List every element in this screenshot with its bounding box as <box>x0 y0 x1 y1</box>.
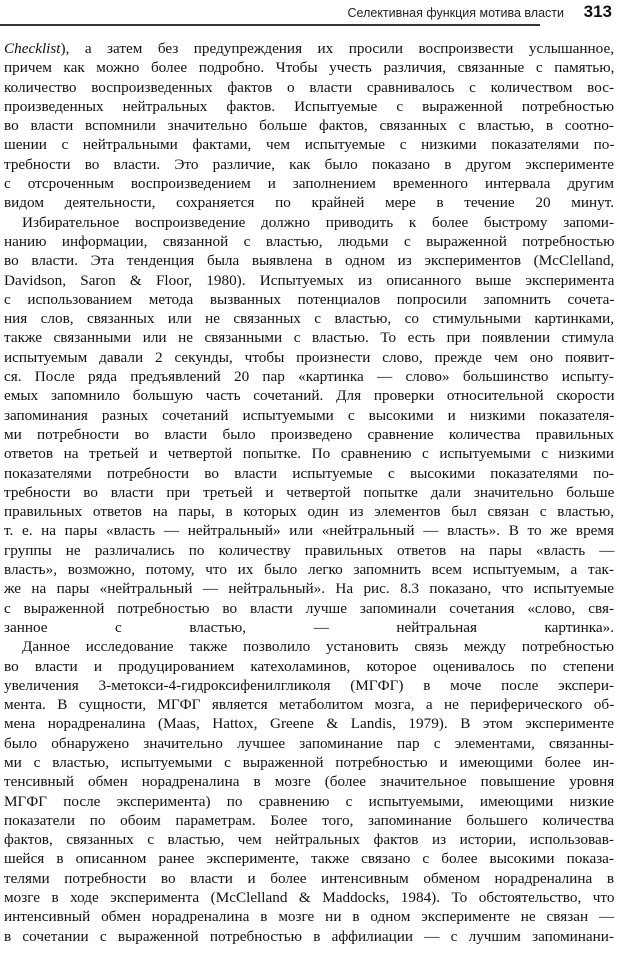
text-line: тенсивный обмен норадреналина в мозге (более значительное повышение уровня <box>4 773 615 791</box>
text-line: показателями потребности во власти испытуемые с высокими показателями по- <box>4 464 614 482</box>
paragraph <box>4 637 614 946</box>
text-line: ми с властью, испытуемыми с выраженной потребностью и имеющими более ин- <box>4 753 615 771</box>
text-line: власть», возможно, потому, что их было легко запомнить всем испытуемым, а так- <box>4 561 614 579</box>
text-line: емых запомнило большую часть сочетаний. Для проверки относительной скорости <box>4 387 615 405</box>
text-line: фактов, связанных с властью, чем нейтральных фактов из истории, использовав- <box>4 831 614 849</box>
text-line: показатели по обоим параметрам. Более того, запоминание большего количества <box>4 811 615 829</box>
running-title: Селективная функция мотива власти <box>347 6 564 20</box>
text-line: занное с властью, — нейтральная картинка». <box>4 618 614 636</box>
text-line: также связанными или не связанными с властью. То есть при появлении стимула <box>4 329 614 347</box>
text-line: шении с нейтральными фактами, чем испытуемые с низкими показателями по- <box>4 136 615 154</box>
text-line: группы не различались по количеству правильных ответов на пары «власть — <box>4 541 615 559</box>
text-line: Данное исследование также позволило установить связь между потребностью <box>22 638 614 656</box>
text-line: ся. После ряда предъявлений 20 пар «картинка — слово» большинство испыту- <box>4 368 614 386</box>
text-line: испытуемым давали 2 секунды, чтобы произнести слово, прежде чем оно появит- <box>4 348 615 366</box>
text-line: запоминания разных сочетаний испытуемыми с высокими и низкими показателя- <box>4 406 615 424</box>
text-line: Checklist), а затем без предупреждения их просили воспроизвести услышанное, <box>4 40 614 57</box>
text-line: произведенных нейтральных фактов. Испытуемые с выраженной потребностью <box>4 97 614 115</box>
text-line: мозге в ходе эксперимента (McClelland & Maddocks, 1984). То обстоятельство, что <box>4 889 615 907</box>
text-line: с отсроченным воспроизведением и заполнением временного интервала другим <box>4 175 614 193</box>
text-line: нанию информации, связанной с властью, людьми с выраженной потребностью <box>4 232 615 250</box>
text-line: количество воспроизведенных фактов о власти сравнивалось с количеством вос- <box>4 78 614 96</box>
text-line: мена норадреналина (Maas, Hattox, Greene & Landis, 1979). В этом эксперименте <box>4 715 614 733</box>
text-line: Davidson, Saron & Floor, 1980). Испытуемых из описанного выше эксперимента <box>4 271 615 289</box>
text-line: видом деятельности, сохраняется по крайней мере в течение 20 минут. <box>4 194 614 212</box>
text-line: требности во власти. Это различие, как было показано в другом эксперименте <box>4 155 614 173</box>
text-line: во власти вспомнили значительно больше фактов, связанных с властью, в соотно- <box>4 117 614 135</box>
text-line: ответов на третьей и четвертой попытке. По сравнению с испытуемыми с низкими <box>4 445 614 463</box>
text-line: МГФГ после эксперимента) по сравнению с испытуемыми, имеющими низкие <box>4 792 614 810</box>
text-line: требности во власти при третьей и четвертой попытке дали значительно больше <box>4 483 615 501</box>
text-line: шейся в описанном ранее эксперименте, также связано с более высокими показа- <box>4 850 614 868</box>
text-line: увеличения 3-метокси-4-гидроксифенилгликоля (МГФГ) в моче после экспери- <box>4 676 615 694</box>
text-line: т. е. на пары «власть — нейтральный» или «нейтральный — власть». В то же время <box>4 522 614 540</box>
text-line: ми потребности во власти было произведено сравнение количества правильных <box>4 425 614 443</box>
running-header <box>0 0 620 26</box>
body-text <box>4 39 614 946</box>
text-line: с выраженной потребностью во власти лучше запоминали сочетания «слово, свя- <box>4 599 614 617</box>
paragraph <box>4 39 614 213</box>
text-line: же на пары «нейтральный — нейтральный». На рис. 8.3 показано, что испытуемые <box>4 580 614 598</box>
text-line: с использованием метода вызванных потенциалов попросили запомнить сочета- <box>4 290 615 308</box>
text-line: было обнаружено значительно лучшее запоминание пар с элементами, связанны- <box>4 734 614 752</box>
text-line: правильных ответов на пары, в которых один из элементов был связан с властью, <box>4 503 614 521</box>
text-line: в сочетании с выраженной потребностью в аффилиации — с лучшим запоминани- <box>4 927 614 945</box>
text-line: во власти. Эта тенденция была выявлена в одном из экспериментов (McClelland, <box>4 252 615 270</box>
page-number: 313 <box>583 2 612 21</box>
text-line: Избирательное воспроизведение должно приводить к более быстрому запоми- <box>22 213 614 231</box>
text-line: причем как можно более подробно. Чтобы учесть различия, связанные с памятью, <box>4 59 615 77</box>
text-line: телями потребности во власти и более интенсивным обменом норадреналина в <box>4 869 614 887</box>
paragraph <box>4 213 614 638</box>
header-rule <box>0 24 540 26</box>
text-line: мента. В сущности, МГФГ является метаболитом мозга, а не периферического об- <box>4 696 615 714</box>
text-line: ния слов, связанных или не связанных с властью, со стимульными картинками, <box>4 310 614 328</box>
text-line: во власти и продуцированием катехоламинов, которое оценивалось по степени <box>4 657 614 675</box>
text-line: интенсивный обмен норадреналина в мозге ни в одном эксперименте не связан — <box>4 908 615 926</box>
